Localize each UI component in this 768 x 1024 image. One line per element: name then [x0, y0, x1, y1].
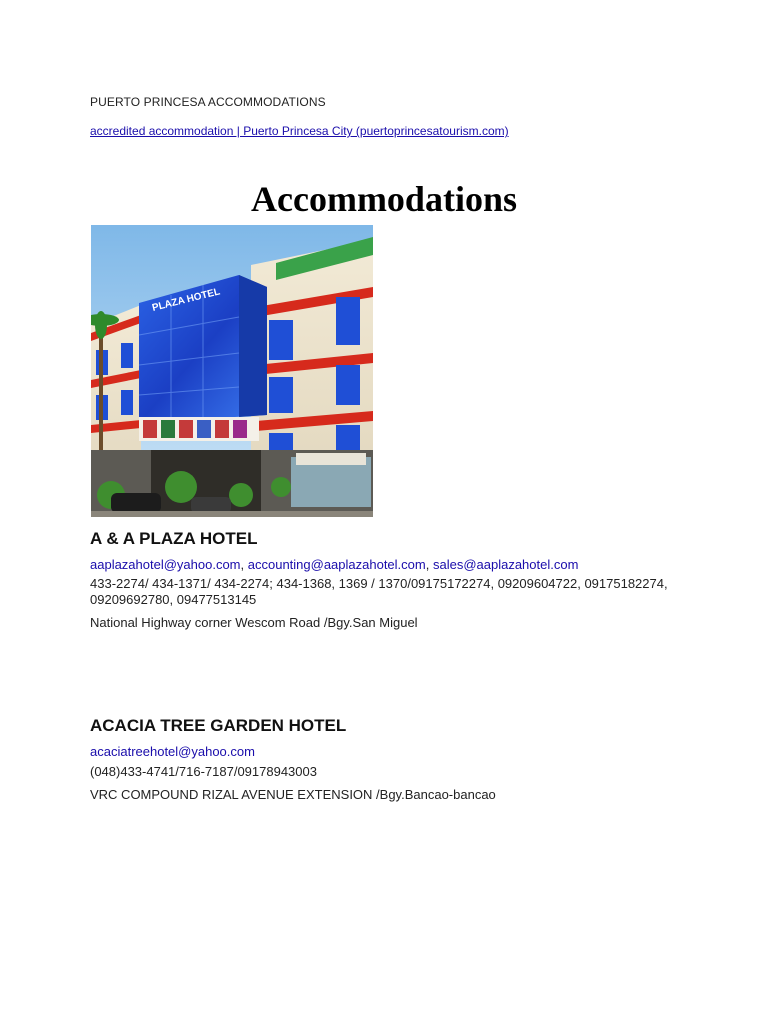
hotel-phones: 433-2274/ 434-1371/ 434-2274; 434-1368, 1369 / 1370/09175172274, 09209604722, 09175182274, 09209692780, 09477513145	[90, 576, 668, 607]
hotel-emails	[90, 744, 255, 759]
document-header: PUERTO PRINCESA ACCOMMODATIONS	[90, 95, 326, 109]
hotel-photo	[91, 225, 373, 517]
email-link[interactable]: sales@aaplazahotel.com	[432, 557, 579, 572]
page-title: Accommodations	[251, 179, 517, 219]
hotel-sign-text: PLAZA HOTEL	[151, 286, 222, 314]
hotel-name: ACACIA TREE GARDEN HOTEL	[90, 716, 347, 735]
hotel-name: A & A PLAZA HOTEL	[90, 529, 258, 548]
hotel-address: VRC COMPOUND RIZAL AVENUE EXTENSION /Bgy.Bancao-bancao	[90, 787, 496, 802]
hotel-address: National Highway corner Wescom Road /Bgy.San Miguel	[90, 615, 418, 630]
email-separator: ,	[240, 557, 248, 572]
email-link[interactable]: acaciatreehotel@yahoo.com	[90, 744, 255, 759]
source-link[interactable]: accredited accommodation | Puerto Princesa City (puertoprincesatourism.com)	[90, 124, 509, 138]
hotel-phones: (048)433-4741/716-7187/09178943003	[90, 764, 317, 779]
email-link[interactable]: accounting@aaplazahotel.com	[247, 557, 426, 572]
email-link[interactable]: aaplazahotel@yahoo.com	[90, 557, 241, 572]
email-separator: ,	[425, 557, 433, 572]
hotel-emails	[90, 557, 578, 572]
